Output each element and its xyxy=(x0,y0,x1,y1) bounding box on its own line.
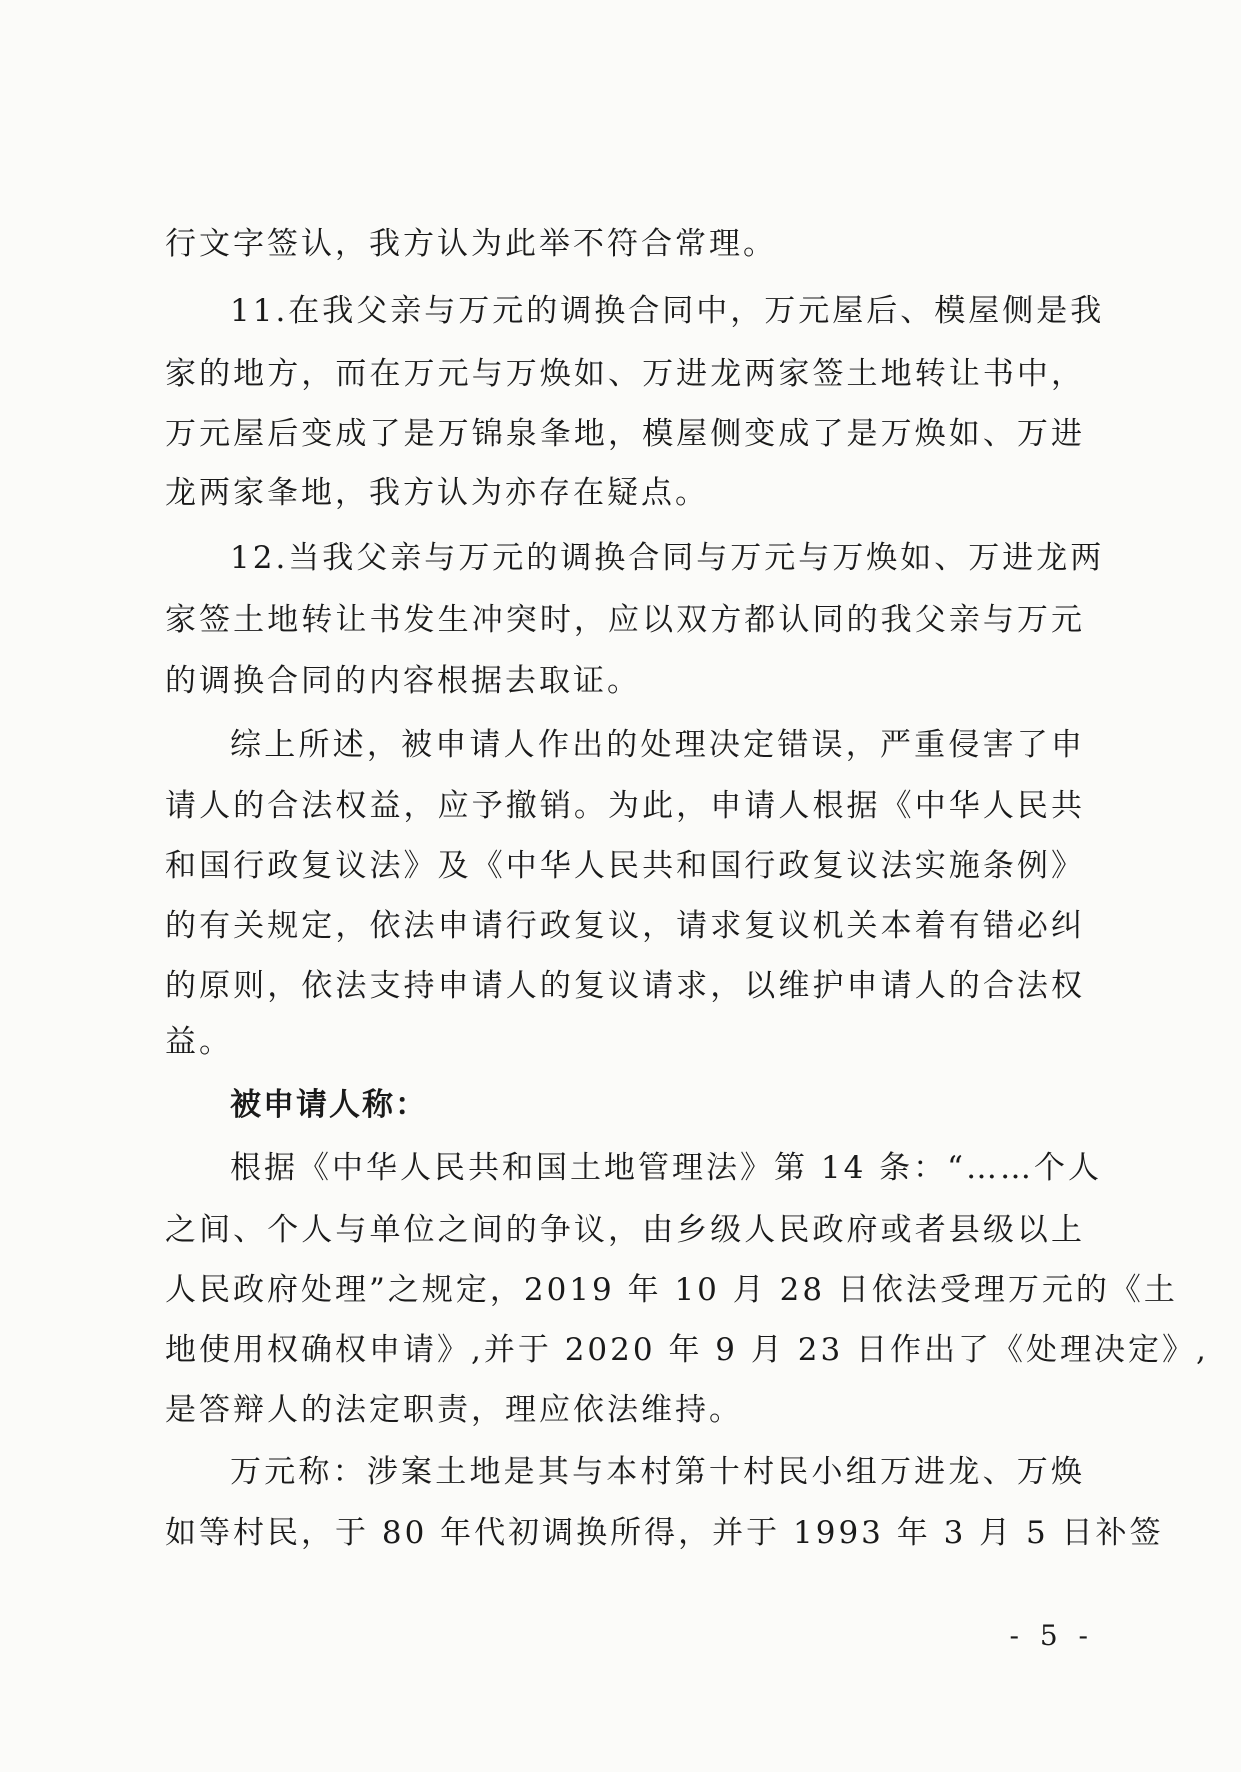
text-line-18: 人民政府处理”之规定，2019 年 10 月 28 日依法受理万元的《土 xyxy=(165,1272,1178,1308)
text-line-1: 行文字签认，我方认为此举不符合常理。 xyxy=(165,226,777,262)
text-line-3: 家的地方，而在万元与万焕如、万进龙两家签土地转让书中， xyxy=(165,356,1085,392)
text-line-21: 万元称：涉案土地是其与本村第十村民小组万进龙、万焕 xyxy=(230,1454,1085,1490)
text-line-4: 万元屋后变成了是万锦泉夆地，模屋侧变成了是万焕如、万进 xyxy=(165,416,1085,452)
text-line-2: 11.在我父亲与万元的调换合同中，万元屋后、模屋侧是我 xyxy=(230,293,1105,329)
text-line-14: 益。 xyxy=(165,1024,233,1060)
text-line-9: 综上所述，被申请人作出的处理决定错误，严重侵害了申 xyxy=(230,727,1085,763)
text-line-17: 之间、个人与单位之间的争议，由乡级人民政府或者县级以上 xyxy=(165,1212,1085,1248)
text-line-11: 和国行政复议法》及《中华人民共和国行政复议法实施条例》 xyxy=(165,848,1085,884)
text-line-7: 家签土地转让书发生冲突时，应以双方都认同的我父亲与万元 xyxy=(165,602,1085,638)
text-line-12: 的有关规定，依法申请行政复议，请求复议机关本着有错必纠 xyxy=(165,908,1085,944)
text-line-13: 的原则，依法支持申请人的复议请求，以维护申请人的合法权 xyxy=(165,968,1085,1004)
text-line-8: 的调换合同的内容根据去取证。 xyxy=(165,663,641,699)
text-line-10: 请人的合法权益，应予撤销。为此，申请人根据《中华人民共 xyxy=(165,788,1085,824)
text-line-16: 根据《中华人民共和国土地管理法》第 14 条：“……个人 xyxy=(230,1150,1103,1186)
text-line-20: 是答辩人的法定职责，理应依法维持。 xyxy=(165,1392,743,1428)
section-heading: 被申请人称： xyxy=(230,1087,428,1123)
text-line-5: 龙两家夆地，我方认为亦存在疑点。 xyxy=(165,475,709,511)
page-number: - 5 - xyxy=(1009,1619,1094,1652)
text-line-22: 如等村民，于 80 年代初调换所得，并于 1993 年 3 月 5 日补签 xyxy=(165,1515,1164,1551)
text-line-6: 12.当我父亲与万元的调换合同与万元与万焕如、万进龙两 xyxy=(230,540,1105,576)
text-line-19: 地使用权确权申请》,并于 2020 年 9 月 23 日作出了《处理决定》, xyxy=(165,1332,1209,1368)
